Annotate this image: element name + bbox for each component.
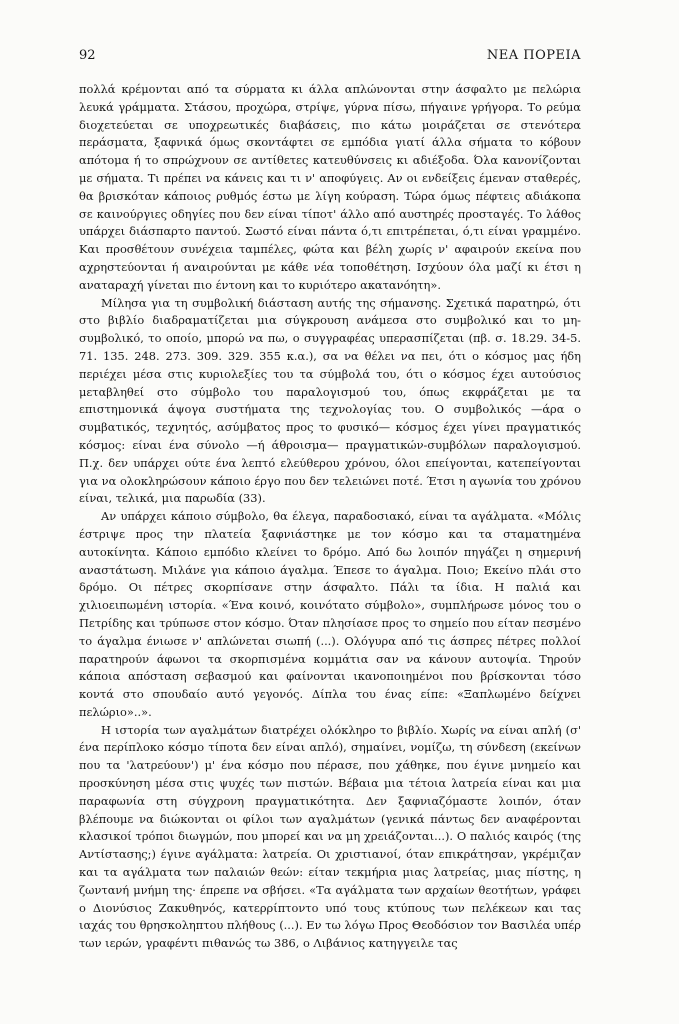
paragraph: Αν υπάρχει κάποιο σύμβολο, θα έλεγα, παραδοσιακό, είναι τα αγάλματα. «Μόλις έστριψε προς την πλατεία ξαφνιάστηκε με τον κόσμο και τα σταματημένα αυτοκίνητα. Κάποιο εμπόδιο κλείνει το δρόμο. Από δω λοιπόν πηγάζει η σημερινή αναστάτωση. Μιλάνε για κάποιο άγαλμα. Έπεσε το άγαλμα. Ποιο; Εκείνο πλάι στο δρόμο. Οι πέτρες σκορπίσανε στην άσφαλτο. Πάλι τα ίδια. Η παλιά και χιλιοειπωμένη ιστορία. «Ένα κοινό, κοινότατο σύμβολο», συμπλήρωσε μόνος του ο Πετρίδης και τρύπωσε στον κόσμο. Όταν πλησίασε προς το σημείο που είταν πεσμένο το άγαλμα ένιωσε ν' απλώνεται σιωπή (...). Ολόγυρα από τις άσπρες πέτρες πολλοί παρατηρούν άφωνοι τα σκορπισμένα κομμάτια σαν να κάνουν αυτοψία. Τηρούν κάποια απόσταση σεβασμού και φαίνονται ικανοποιημένοι που βρίσκονται τόσο κοντά στο σπουδαίο αυτό γεγονός. Δίπλα του ένας είπε: «Ξαπλωμένο δείχνει πελώριο»..». xyxy=(79,509,581,719)
body-text xyxy=(79,81,581,953)
paragraph: πολλά κρέμονται από τα σύρματα κι άλλα απλώνονται στην άσφαλτο με πελώρια λευκά γράμματα. Στάσου, προχώρα, στρίψε, γύρνα πίσω, πήγαινε γρήγορα. Το ρεύμα διοχετεύεται σε υποχρεωτικές διαβάσεις, πιο κάτω μοιράζεται σε στενότερα περάσματα, ξαφνικά όμως σκοντάφτει σε εμπόδια γιατί άλλα σήματα το κόβουν απότομα ή το σπρώχνουν σε αντίθετες κατευθύνσεις κι αδιέξοδα. Όλα κανονίζονται με σήματα. Τι πρέπει να κάνεις και τι ν' αποφύγεις. Αν οι ενδείξεις έμεναν σταθερές, θα βρισκόταν κάποιος ρυθμός έστω με λίγη κούραση. Τώρα όμως πέφτεις αδιάκοπα σε καινούργιες οδηγίες που δεν είναι τίποτ' άλλο από αυστηρές προσταγές. Το λάθος υπάρχει διάσπαρτο παντού. Σωστό είναι πάντα ό,τι επιτρέπεται, ό,τι είναι γραμμένο. Και προσθέτουν συνέχεια ταμπέλες, φώτα και βέλη χωρίς ν' αφαιρούν εκείνα που αχρηστεύονται ή αναιρούνται με κάθε νέα τοποθέτηση. Ισχύουν όλα μαζί κι έτσι η αναταραχή γίνεται πιο έντονη και το κυριότερο ακατανόητη». xyxy=(79,82,581,292)
paragraph: Η ιστορία των αγαλμάτων διατρέχει ολόκληρο το βιβλίο. Χωρίς να είναι απλή (σ' ένα περίπλοκο κόσμο τίποτα δεν είναι απλό), σημαίνει, νομίζω, τη σύνδεση (εκείνων που τα 'λατρεύουν') μ' ένα κόσμο που πέρασε, που χάθηκε, που έγινε μνημείο και προσκύνηση μέσα στις ψυχές των πιστών. Βέβαια μια τέτοια λατρεία είναι και μια παραφωνία στη σύγχρονη πραγματικότητα. Δεν ξαφνιαζόμαστε λοιπόν, όταν βλέπουμε να διώκονται οι φίλοι των αγαλμάτων (γενικά πάντως δεν αναφέρονται κλασικοί τρόποι διωγμών, που μπορεί και να μη χρειάζονται...). Ο παλιός καιρός (της Αντίστασης;) έγινε αγάλματα: λατρεία. Οι χριστιανοί, όταν επικράτησαν, γκρέμιζαν και τα αγάλματα των παλαιών θεών: είταν τεκμήρια μιας λατρείας, μιας πίστης, η ζωντανή μνήμη της· έπρεπε να σβήσει. «Τα αγάλματα των αρχαίων θεοτήτων, γράφει ο Διονύσιος Ζακυθηνός, κατερρίπτοντο υπό τους κτύπους των πελέκεων και τας ιαχάς του θρησκοληπτου πλήθους (...). Εν τω λόγω Προς Θεοδόσιον τον Βασιλέα υπέρ των ιερών, γραφέντι πιθανώς τω 386, ο Λιβάνιος κατηγγειλε τας xyxy=(79,722,581,951)
running-title: ΝΕΑ ΠΟΡΕΙΑ xyxy=(486,48,581,63)
page-number: 92 xyxy=(79,48,96,63)
paragraph: Μίλησα για τη συμβολική διάσταση αυτής της σήμανσης. Σχετικά παρατηρώ, ότι στο βιβλίο διαδραματίζεται μια σύγκρουση ανάμεσα στο συμβολικό και το μη-συμβολικό, το οποίο, μπορώ να πω, ο συγγραφέας υπερασπίζεται (πβ. σ. 18.29. 34-5. 71. 135. 248. 273. 309. 329. 355 κ.α.), σα να θέλει να πει, ότι ο κόσμος μας ήδη περιέχει μέσα στις κυριολεξίες του τα σύμβολά του, ότι ο κόσμος έχει αυτούσιος μεταβληθεί στο σύμβολο του παραλογισμού του, όπως εκφράζεται με τα επιστημονικά άψογα συστήματα της τεχνολογίας του. Ο συμβολικός —άρα ο συμβατικός, τεχνητός, ασύμβατος προς το φυσικό— κόσμος έχει γίνει πραγματικός κόσμος: είναι ένα σύνολο —ή άθροισμα— πραγματικών-συμβόλων παραλογισμού. Π.χ. δεν υπάρχει ούτε ένα λεπτό ελεύθερου χρόνου, όλοι επείγονται, κατεπείγονται για να ολοκληρώσουν κάποιο έργο που δεν τελειώνει ποτέ. Έτσι η αγωνία του χρόνου είναι, τελικά, μια παρωδία (33). xyxy=(79,295,581,506)
page-header xyxy=(79,48,581,70)
